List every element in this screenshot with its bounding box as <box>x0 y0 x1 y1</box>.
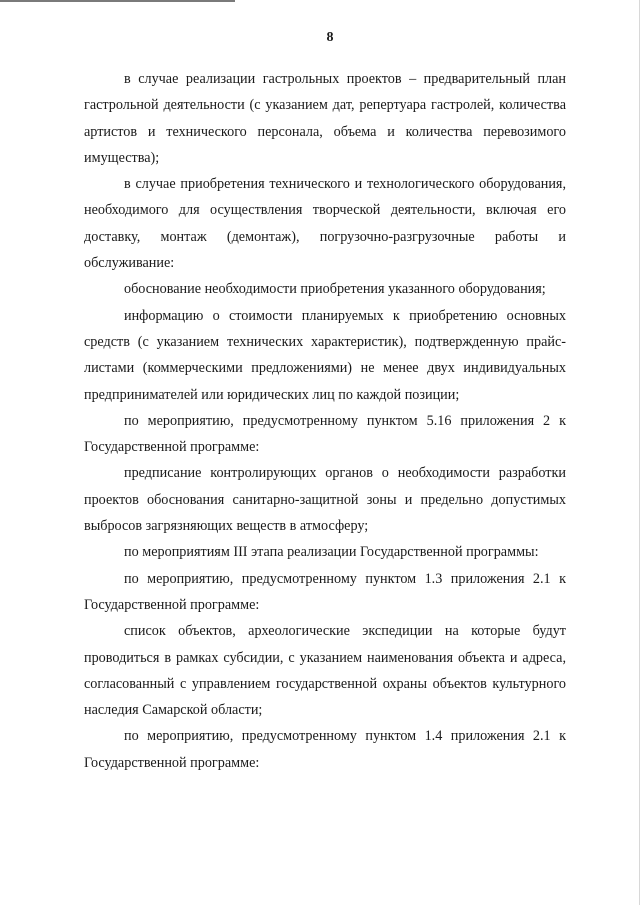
paragraph: по мероприятиям III этапа реализации Государственной программы: <box>124 544 539 561</box>
document-body <box>84 66 566 776</box>
paragraph: по мероприятию, предусмотренному пунктом 5.16 приложения 2 к Государственной программе: <box>84 412 566 456</box>
paragraph: в случае реализации гастрольных проектов – предварительный план гастрольной деятельности (с указанием дат, репертуара гастролей, количества артистов и технического персонала, объема и количества перевозимого имущества); <box>84 71 566 166</box>
paragraph: информацию о стоимости планируемых к приобретению основных средств (с указанием технических характеристик), подтвержденную прайс-листами (коммерческими предложениями) не менее двух индивидуальных предпринимателей или юридических лиц по каждой позиции; <box>84 307 566 403</box>
scan-edge-line <box>0 0 235 2</box>
paragraph: обоснование необходимости приобретения указанного оборудования; <box>124 281 546 298</box>
paragraph: в случае приобретения технического и технологического оборудования, необходимого для осуществления творческой деятельности, включая его доставку, монтаж (демонтаж), погрузочно-разгрузочные работы и обслуживание: <box>84 176 566 272</box>
paragraph: по мероприятию, предусмотренному пунктом 1.3 приложения 2.1 к Государственной программе: <box>84 570 566 613</box>
paragraph: по мероприятию, предусмотренному пунктом 1.4 приложения 2.1 к Государственной программе: <box>84 728 566 771</box>
page-number: 8 <box>326 30 334 45</box>
paragraph: список объектов, археологические экспедиции на которые будут проводиться в рамках субсидии, с указанием наименования объекта и адреса, согласованный с управлением государственной охраны объектов культурного наследия Самарской области; <box>84 623 566 719</box>
paragraph: предписание контролирующих органов о необходимости разработки проектов обоснования санитарно-защитной зоны и предельно допустимых выбросов загрязняющих веществ в атмосферу; <box>84 465 566 535</box>
